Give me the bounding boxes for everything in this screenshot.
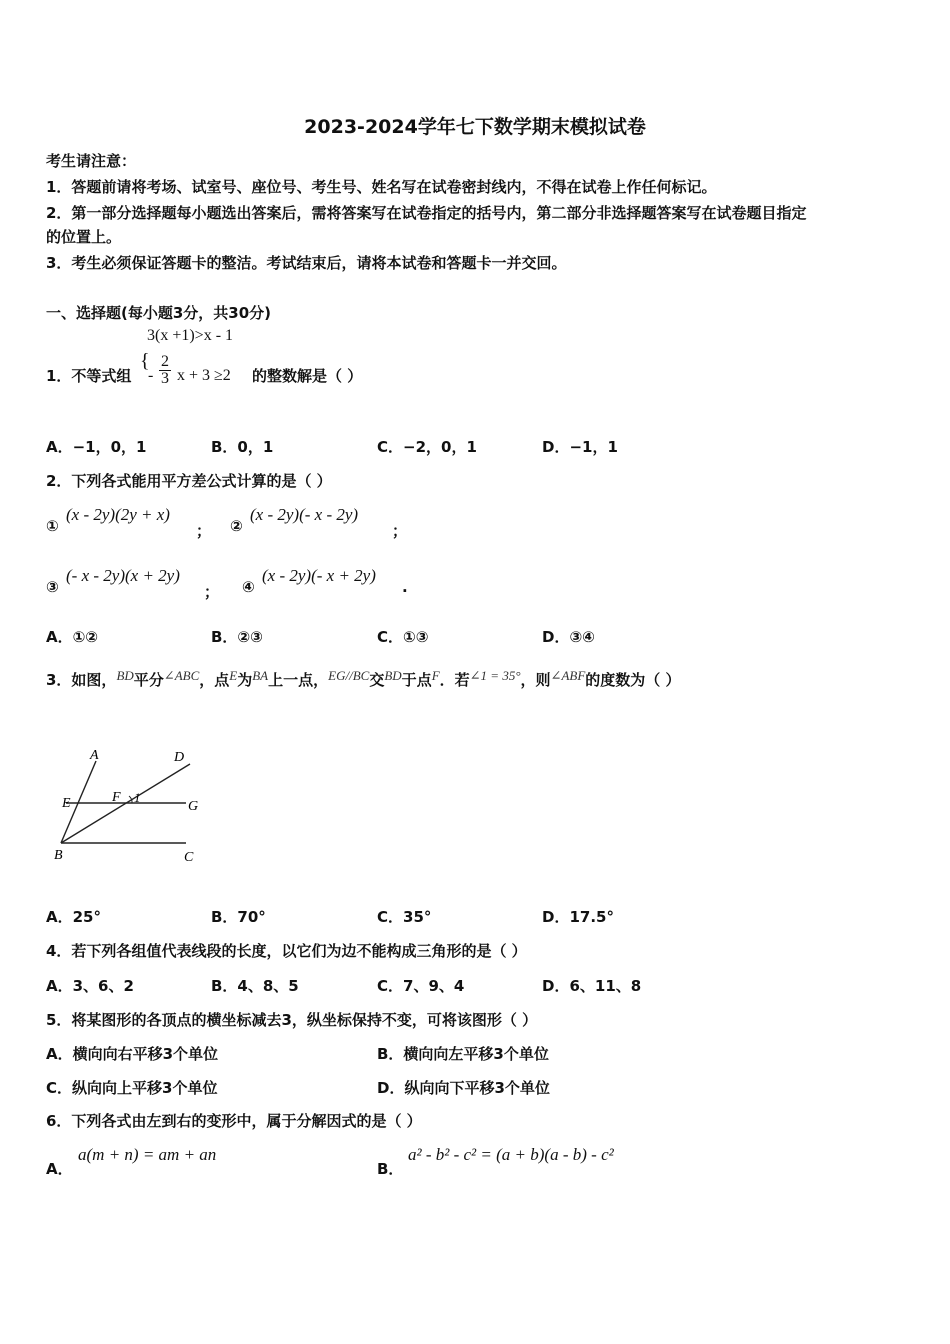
q4-option-c[interactable]: C．7、9、4	[377, 977, 465, 995]
q1-option-d[interactable]: D．−1，1	[542, 438, 618, 456]
q3-text-10: 的度数为（ ）	[585, 671, 681, 689]
q5-option-a[interactable]: A．横向向右平移3个单位	[46, 1045, 219, 1063]
q2-sep-3: ；	[204, 583, 220, 601]
q6-stem: 6．下列各式由左到右的变形中，属于分解因式的是（ ）	[46, 1112, 422, 1130]
q2-option-b[interactable]: B．②③	[211, 628, 263, 646]
q3-math-egbc: EG//BC	[328, 668, 370, 683]
q2-stem: 2．下列各式能用平方差公式计算的是（ ）	[46, 472, 332, 490]
q2-option-d[interactable]: D．③④	[542, 628, 595, 646]
q5-option-b[interactable]: B．横向向左平移3个单位	[377, 1045, 549, 1063]
q2-sep-2: ；	[392, 522, 408, 540]
q1-frac-num: 2	[161, 353, 169, 370]
q3-option-c[interactable]: C．35°	[377, 908, 432, 926]
q2-mark-3: ③	[46, 578, 59, 596]
q3-label-1: 1	[134, 790, 141, 805]
q3-text-3: ，点	[199, 671, 230, 689]
q3-text-1: 3．如图，	[46, 671, 117, 689]
q6-option-b-expr: a² - b² - c² = (a + b)(a - b) - c²	[408, 1145, 614, 1164]
q3-stem	[46, 668, 681, 698]
q3-text-2: 平分	[133, 671, 164, 689]
q2-option-a[interactable]: A．①②	[46, 628, 99, 646]
q3-math-e: E	[229, 668, 238, 683]
q1-minus: -	[148, 367, 154, 384]
q3-math-f: F	[431, 668, 440, 683]
q3-text-8: ．若	[439, 671, 470, 689]
q3-option-d[interactable]: D．17.5°	[542, 908, 614, 926]
q3-text-4: 为	[237, 671, 253, 689]
q2-expr-4: (x - 2y)(- x + 2y)	[262, 566, 376, 585]
notice-item-2-cont: 的位置上。	[46, 228, 122, 246]
q3-option-b[interactable]: B．70°	[211, 908, 266, 926]
q2-expr-2: (x - 2y)(- x - 2y)	[250, 505, 359, 524]
q1-fraction	[159, 354, 171, 387]
q2-mark-2: ②	[230, 517, 243, 535]
q3-text-5: 上一点，	[268, 671, 329, 689]
q4-option-a[interactable]: A．3、6、2	[46, 977, 134, 995]
q1-frac-den: 3	[161, 370, 169, 387]
q4-stem: 4．若下列各组值代表线段的长度，以它们为边不能构成三角形的是（ ）	[46, 942, 527, 960]
q2-mark-1: ①	[46, 517, 59, 535]
q5-option-c[interactable]: C．纵向向上平移3个单位	[46, 1079, 218, 1097]
notice-heading: 考生请注意：	[46, 152, 137, 170]
q3-angle-arc	[129, 796, 132, 803]
q3-math-bd2: BD	[384, 668, 402, 683]
q3-label-f: F	[112, 790, 121, 805]
q3-text-6: 交	[369, 671, 385, 689]
q1-prefix: 1．不等式组	[46, 367, 132, 385]
q5-stem: 5．将某图形的各顶点的横坐标减去3，纵坐标保持不变，可将该图形（ ）	[46, 1011, 538, 1029]
q3-label-g: G	[188, 799, 199, 814]
q3-math-abf: ∠ABF	[550, 668, 586, 683]
q2-expr-3: (- x - 2y)(x + 2y)	[66, 566, 180, 585]
q1-suffix: 的整数解是（ ）	[252, 367, 363, 385]
q4-option-d[interactable]: D．6、11、8	[542, 977, 642, 995]
q3-math-bd: BD	[116, 668, 134, 683]
q3-label-c: C	[184, 850, 194, 865]
q5-option-d[interactable]: D．纵向向下平移3个单位	[377, 1079, 550, 1097]
q1-brace: {	[140, 350, 150, 372]
q6-option-a-label[interactable]: A．	[46, 1160, 73, 1178]
q3-math-abc: ∠ABC	[163, 668, 200, 683]
notice-item-3: 3．考生必须保证答题卡的整洁。考试结束后，请将本试卷和答题卡一并交回。	[46, 254, 567, 272]
q3-label-e: E	[62, 796, 71, 811]
q6-option-b-label[interactable]: B．	[377, 1160, 404, 1178]
q1-option-b[interactable]: B．0，1	[211, 438, 274, 456]
q2-mark-4: ④	[242, 578, 255, 596]
q3-option-a[interactable]: A．25°	[46, 908, 101, 926]
section-heading: 一、选择题(每小题3分，共30分)	[46, 304, 272, 322]
q1-option-c[interactable]: C．−2，0，1	[377, 438, 477, 456]
q3-label-d: D	[174, 750, 185, 765]
q2-option-c[interactable]: C．①③	[377, 628, 429, 646]
q3-math-angle1: ∠1 = 35°	[469, 668, 521, 683]
q2-sep-1: ；	[196, 522, 212, 540]
q3-text-7: 于点	[401, 671, 432, 689]
notice-item-1: 1．答题前请将考场、试室号、座位号、考生号、姓名写在试卷密封线内，不得在试卷上作任何标记。	[46, 178, 717, 196]
q1-ineq-line2: x + 3 ≥2	[177, 367, 231, 384]
notice-item-2: 2．第一部分选择题每小题选出答案后，需将答案写在试卷指定的括号内，第二部分非选择题答案写在试卷题目指定	[46, 204, 807, 222]
q1-option-a[interactable]: A．−1，0，1	[46, 438, 147, 456]
q3-math-ba: BA	[252, 668, 269, 683]
q3-geometry-figure	[40, 735, 220, 875]
q6-option-a-expr: a(m + n) = am + an	[78, 1145, 217, 1164]
q3-label-a: A	[90, 748, 99, 763]
q3-text-9: ，则	[520, 671, 551, 689]
q1-ineq-line1: 3(x +1)>x - 1	[147, 327, 234, 344]
q3-label-b: B	[54, 848, 63, 863]
q4-option-b[interactable]: B．4、8、5	[211, 977, 299, 995]
page-title: 2023-2024学年七下数学期末模拟试卷	[304, 116, 646, 138]
q2-sep-4: .	[402, 578, 408, 596]
q2-expr-1: (x - 2y)(2y + x)	[66, 505, 170, 524]
